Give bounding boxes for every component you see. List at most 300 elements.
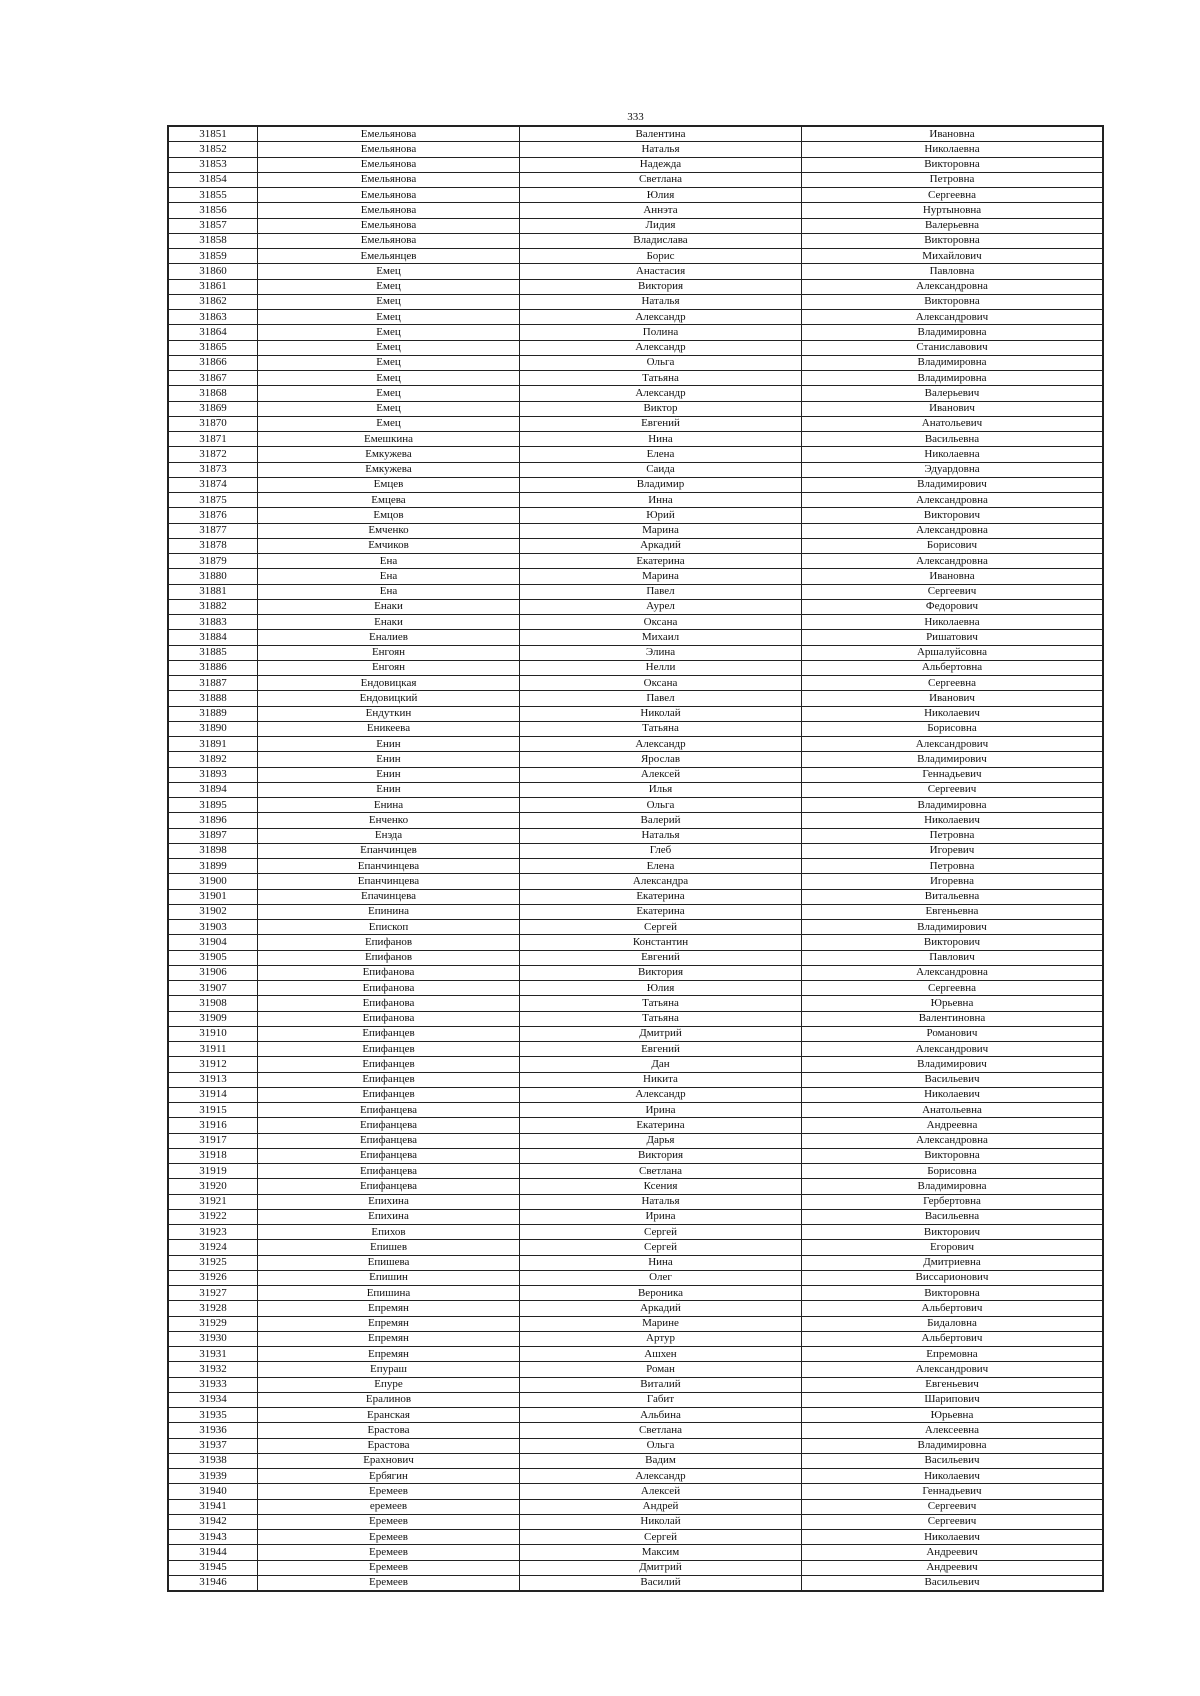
table-row <box>169 538 1103 553</box>
table-row <box>169 798 1103 813</box>
table-row <box>169 1072 1103 1087</box>
table-row <box>169 1148 1103 1163</box>
table-row <box>169 1331 1103 1346</box>
last-name-cell: Емельянова <box>258 218 520 233</box>
last-name-cell: Емельянова <box>258 233 520 248</box>
patronymic-cell: Андреевич <box>802 1560 1103 1575</box>
first-name-cell: Екатерина <box>520 889 802 904</box>
first-name-cell: Андрей <box>520 1499 802 1514</box>
row-number-cell: 31931 <box>169 1347 258 1362</box>
patronymic-cell: Владимировна <box>802 798 1103 813</box>
last-name-cell: Ералинов <box>258 1392 520 1407</box>
table-row <box>169 676 1103 691</box>
row-number-cell: 31928 <box>169 1301 258 1316</box>
table-row <box>169 477 1103 492</box>
first-name-cell: Александр <box>520 340 802 355</box>
table-row <box>169 279 1103 294</box>
last-name-cell: Епифанцева <box>258 1118 520 1133</box>
first-name-cell: Марина <box>520 569 802 584</box>
first-name-cell: Татьяна <box>520 371 802 386</box>
last-name-cell: Емец <box>258 371 520 386</box>
row-number-cell: 31866 <box>169 355 258 370</box>
row-number-cell: 31877 <box>169 523 258 538</box>
first-name-cell: Артур <box>520 1331 802 1346</box>
patronymic-cell: Александрович <box>802 310 1103 325</box>
first-name-cell: Константин <box>520 935 802 950</box>
patronymic-cell: Александрович <box>802 737 1103 752</box>
table-row <box>169 157 1103 172</box>
first-name-cell: Алексей <box>520 767 802 782</box>
first-name-cell: Евгений <box>520 416 802 431</box>
table-row <box>169 1255 1103 1270</box>
row-number-cell: 31856 <box>169 203 258 218</box>
table-row <box>169 203 1103 218</box>
patronymic-cell: Геннадьевич <box>802 1484 1103 1499</box>
table-row <box>169 813 1103 828</box>
first-name-cell: Татьяна <box>520 721 802 736</box>
first-name-cell: Никита <box>520 1072 802 1087</box>
row-number-cell: 31908 <box>169 996 258 1011</box>
first-name-cell: Ярослав <box>520 752 802 767</box>
patronymic-cell: Иванович <box>802 691 1103 706</box>
last-name-cell: Епачинцева <box>258 889 520 904</box>
first-name-cell: Ашхен <box>520 1347 802 1362</box>
row-number-cell: 31925 <box>169 1255 258 1270</box>
patronymic-cell: Ивановна <box>802 127 1103 142</box>
table-row <box>169 172 1103 187</box>
row-number-cell: 31896 <box>169 813 258 828</box>
table-row <box>169 1209 1103 1224</box>
last-name-cell: Епифанцева <box>258 1148 520 1163</box>
row-number-cell: 31855 <box>169 188 258 203</box>
table-row <box>169 218 1103 233</box>
table-row <box>169 752 1103 767</box>
row-number-cell: 31873 <box>169 462 258 477</box>
table-row <box>169 233 1103 248</box>
last-name-cell: Епремян <box>258 1331 520 1346</box>
table-row <box>169 569 1103 584</box>
last-name-cell: Емельянцев <box>258 249 520 264</box>
patronymic-cell: Алексеевна <box>802 1423 1103 1438</box>
row-number-cell: 31882 <box>169 599 258 614</box>
last-name-cell: Епремян <box>258 1347 520 1362</box>
row-number-cell: 31903 <box>169 920 258 935</box>
row-number-cell: 31898 <box>169 843 258 858</box>
first-name-cell: Сергей <box>520 1225 802 1240</box>
row-number-cell: 31867 <box>169 371 258 386</box>
table-row <box>169 965 1103 980</box>
row-number-cell: 31880 <box>169 569 258 584</box>
first-name-cell: Сергей <box>520 1530 802 1545</box>
patronymic-cell: Борисовна <box>802 1164 1103 1179</box>
patronymic-cell: Викторович <box>802 508 1103 523</box>
last-name-cell: Енгоян <box>258 660 520 675</box>
patronymic-cell: Николаевна <box>802 142 1103 157</box>
last-name-cell: Епишев <box>258 1240 520 1255</box>
row-number-cell: 31890 <box>169 721 258 736</box>
table-row <box>169 1194 1103 1209</box>
first-name-cell: Наталья <box>520 828 802 843</box>
first-name-cell: Юрий <box>520 508 802 523</box>
last-name-cell: Еремеев <box>258 1514 520 1529</box>
patronymic-cell: Николаевна <box>802 447 1103 462</box>
patronymic-cell: Нуртыновна <box>802 203 1103 218</box>
patronymic-cell: Васильевич <box>802 1453 1103 1468</box>
first-name-cell: Наталья <box>520 294 802 309</box>
table-row <box>169 1301 1103 1316</box>
first-name-cell: Александра <box>520 874 802 889</box>
last-name-cell: Емец <box>258 416 520 431</box>
table-row <box>169 325 1103 340</box>
last-name-cell: Ена <box>258 569 520 584</box>
last-name-cell: Енин <box>258 752 520 767</box>
last-name-cell: Емельянова <box>258 188 520 203</box>
patronymic-cell: Викторовна <box>802 157 1103 172</box>
row-number-cell: 31902 <box>169 904 258 919</box>
row-number-cell: 31875 <box>169 493 258 508</box>
table-row <box>169 691 1103 706</box>
patronymic-cell: Сергеевна <box>802 981 1103 996</box>
table-row <box>169 630 1103 645</box>
patronymic-cell: Анатольевич <box>802 416 1103 431</box>
table-row <box>169 1026 1103 1041</box>
table-row <box>169 981 1103 996</box>
table-row <box>169 401 1103 416</box>
first-name-cell: Нелли <box>520 660 802 675</box>
table-row <box>169 1103 1103 1118</box>
table-row <box>169 1347 1103 1362</box>
row-number-cell: 31913 <box>169 1072 258 1087</box>
last-name-cell: Епифанцева <box>258 1164 520 1179</box>
last-name-cell: Емкужева <box>258 447 520 462</box>
last-name-cell: Енаки <box>258 615 520 630</box>
last-name-cell: Епихов <box>258 1225 520 1240</box>
table-row <box>169 1362 1103 1377</box>
first-name-cell: Елена <box>520 859 802 874</box>
table-row <box>169 645 1103 660</box>
row-number-cell: 31883 <box>169 615 258 630</box>
row-number-cell: 31944 <box>169 1545 258 1560</box>
last-name-cell: Епишина <box>258 1286 520 1301</box>
first-name-cell: Саида <box>520 462 802 477</box>
table-row <box>169 493 1103 508</box>
first-name-cell: Ирина <box>520 1209 802 1224</box>
last-name-cell: Еникеева <box>258 721 520 736</box>
patronymic-cell: Николаевна <box>802 615 1103 630</box>
patronymic-cell: Сергеевич <box>802 782 1103 797</box>
row-number-cell: 31868 <box>169 386 258 401</box>
row-number-cell: 31904 <box>169 935 258 950</box>
last-name-cell: Ерахнович <box>258 1453 520 1468</box>
row-number-cell: 31936 <box>169 1423 258 1438</box>
first-name-cell: Наталья <box>520 142 802 157</box>
first-name-cell: Оксана <box>520 615 802 630</box>
table-row <box>169 767 1103 782</box>
row-number-cell: 31927 <box>169 1286 258 1301</box>
first-name-cell: Дан <box>520 1057 802 1072</box>
last-name-cell: Емец <box>258 325 520 340</box>
first-name-cell: Владимир <box>520 477 802 492</box>
row-number-cell: 31862 <box>169 294 258 309</box>
row-number-cell: 31889 <box>169 706 258 721</box>
first-name-cell: Анастасия <box>520 264 802 279</box>
row-number-cell: 31910 <box>169 1026 258 1041</box>
first-name-cell: Вадим <box>520 1453 802 1468</box>
table-row <box>169 889 1103 904</box>
row-number-cell: 31934 <box>169 1392 258 1407</box>
table-row <box>169 1011 1103 1026</box>
row-number-cell: 31869 <box>169 401 258 416</box>
table-row <box>169 1469 1103 1484</box>
table-row <box>169 1225 1103 1240</box>
last-name-cell: Емец <box>258 386 520 401</box>
table-row <box>169 523 1103 538</box>
last-name-cell: Емельянова <box>258 157 520 172</box>
first-name-cell: Максим <box>520 1545 802 1560</box>
row-number-cell: 31914 <box>169 1087 258 1102</box>
first-name-cell: Оксана <box>520 676 802 691</box>
patronymic-cell: Александровна <box>802 493 1103 508</box>
row-number-cell: 31911 <box>169 1042 258 1057</box>
row-number-cell: 31851 <box>169 127 258 142</box>
patronymic-cell: Бидаловна <box>802 1316 1103 1331</box>
row-number-cell: 31921 <box>169 1194 258 1209</box>
row-number-cell: 31874 <box>169 477 258 492</box>
first-name-cell: Борис <box>520 249 802 264</box>
first-name-cell: Александр <box>520 310 802 325</box>
last-name-cell: Епуре <box>258 1377 520 1392</box>
patronymic-cell: Васильевна <box>802 432 1103 447</box>
last-name-cell: Ерастова <box>258 1423 520 1438</box>
patronymic-cell: Викторовна <box>802 1148 1103 1163</box>
table-row <box>169 920 1103 935</box>
table-row <box>169 737 1103 752</box>
last-name-cell: Епифанцев <box>258 1057 520 1072</box>
last-name-cell: Епанчинцева <box>258 874 520 889</box>
last-name-cell: Емец <box>258 264 520 279</box>
last-name-cell: Епифанцев <box>258 1072 520 1087</box>
last-name-cell: Ендовицкий <box>258 691 520 706</box>
patronymic-cell: Александровна <box>802 1133 1103 1148</box>
table-row <box>169 1270 1103 1285</box>
first-name-cell: Василий <box>520 1575 802 1590</box>
first-name-cell: Юлия <box>520 981 802 996</box>
table-row <box>169 1133 1103 1148</box>
first-name-cell: Александр <box>520 737 802 752</box>
table-row <box>169 371 1103 386</box>
table-row <box>169 950 1103 965</box>
first-name-cell: Владислава <box>520 233 802 248</box>
first-name-cell: Виктория <box>520 1148 802 1163</box>
row-number-cell: 31892 <box>169 752 258 767</box>
patronymic-cell: Андреевна <box>802 1118 1103 1133</box>
table-row <box>169 721 1103 736</box>
patronymic-cell: Владимировна <box>802 371 1103 386</box>
last-name-cell: Емельянова <box>258 142 520 157</box>
patronymic-cell: Сергеевна <box>802 188 1103 203</box>
table-row <box>169 1316 1103 1331</box>
table-row <box>169 874 1103 889</box>
table-row <box>169 294 1103 309</box>
last-name-cell: Епремян <box>258 1316 520 1331</box>
row-number-cell: 31909 <box>169 1011 258 1026</box>
table-row <box>169 264 1103 279</box>
first-name-cell: Сергей <box>520 920 802 935</box>
row-number-cell: 31917 <box>169 1133 258 1148</box>
row-number-cell: 31923 <box>169 1225 258 1240</box>
table-row <box>169 188 1103 203</box>
table-row <box>169 142 1103 157</box>
table-row <box>169 340 1103 355</box>
row-number-cell: 31886 <box>169 660 258 675</box>
table-row <box>169 1286 1103 1301</box>
first-name-cell: Павел <box>520 691 802 706</box>
row-number-cell: 31915 <box>169 1103 258 1118</box>
table-row <box>169 1118 1103 1133</box>
first-name-cell: Валерий <box>520 813 802 828</box>
table-row <box>169 1499 1103 1514</box>
patronymic-cell: Александровна <box>802 554 1103 569</box>
row-number-cell: 31900 <box>169 874 258 889</box>
last-name-cell: Емкужева <box>258 462 520 477</box>
patronymic-cell: Васильевна <box>802 1209 1103 1224</box>
last-name-cell: Емельянова <box>258 127 520 142</box>
row-number-cell: 31888 <box>169 691 258 706</box>
first-name-cell: Николай <box>520 706 802 721</box>
row-number-cell: 31937 <box>169 1438 258 1453</box>
first-name-cell: Нина <box>520 1255 802 1270</box>
first-name-cell: Александр <box>520 1087 802 1102</box>
first-name-cell: Татьяна <box>520 996 802 1011</box>
last-name-cell: Ерастова <box>258 1438 520 1453</box>
patronymic-cell: Альбертовна <box>802 660 1103 675</box>
last-name-cell: Епифанов <box>258 935 520 950</box>
first-name-cell: Альбина <box>520 1408 802 1423</box>
last-name-cell: Енин <box>258 737 520 752</box>
last-name-cell: Емец <box>258 340 520 355</box>
first-name-cell: Татьяна <box>520 1011 802 1026</box>
row-number-cell: 31859 <box>169 249 258 264</box>
last-name-cell: Енэда <box>258 828 520 843</box>
patronymic-cell: Валерьевич <box>802 386 1103 401</box>
registry-table <box>168 126 1103 1591</box>
last-name-cell: Енин <box>258 767 520 782</box>
table-row <box>169 1530 1103 1545</box>
table-row <box>169 432 1103 447</box>
last-name-cell: Енина <box>258 798 520 813</box>
first-name-cell: Полина <box>520 325 802 340</box>
patronymic-cell: Геннадьевич <box>802 767 1103 782</box>
row-number-cell: 31938 <box>169 1453 258 1468</box>
last-name-cell: Епихина <box>258 1209 520 1224</box>
last-name-cell: Емец <box>258 279 520 294</box>
row-number-cell: 31871 <box>169 432 258 447</box>
first-name-cell: Дмитрий <box>520 1560 802 1575</box>
last-name-cell: Епанчинцева <box>258 859 520 874</box>
last-name-cell: Епишева <box>258 1255 520 1270</box>
first-name-cell: Вероника <box>520 1286 802 1301</box>
row-number-cell: 31872 <box>169 447 258 462</box>
table-row <box>169 416 1103 431</box>
patronymic-cell: Борисович <box>802 538 1103 553</box>
last-name-cell: Еремеев <box>258 1575 520 1590</box>
row-number-cell: 31858 <box>169 233 258 248</box>
patronymic-cell: Павловна <box>802 264 1103 279</box>
patronymic-cell: Юрьевна <box>802 1408 1103 1423</box>
patronymic-cell: Николаевич <box>802 1469 1103 1484</box>
row-number-cell: 31861 <box>169 279 258 294</box>
first-name-cell: Евгений <box>520 1042 802 1057</box>
row-number-cell: 31876 <box>169 508 258 523</box>
row-number-cell: 31870 <box>169 416 258 431</box>
patronymic-cell: Викторовна <box>802 1286 1103 1301</box>
first-name-cell: Ольга <box>520 798 802 813</box>
table-row <box>169 584 1103 599</box>
first-name-cell: Александр <box>520 386 802 401</box>
patronymic-cell: Альбертович <box>802 1301 1103 1316</box>
last-name-cell: Епископ <box>258 920 520 935</box>
first-name-cell: Екатерина <box>520 904 802 919</box>
last-name-cell: Ербягин <box>258 1469 520 1484</box>
first-name-cell: Аннэта <box>520 203 802 218</box>
last-name-cell: Епураш <box>258 1362 520 1377</box>
patronymic-cell: Васильевич <box>802 1575 1103 1590</box>
row-number-cell: 31918 <box>169 1148 258 1163</box>
row-number-cell: 31894 <box>169 782 258 797</box>
row-number-cell: 31897 <box>169 828 258 843</box>
table-row <box>169 508 1103 523</box>
patronymic-cell: Валерьевна <box>802 218 1103 233</box>
first-name-cell: Юлия <box>520 188 802 203</box>
table-row <box>169 310 1103 325</box>
row-number-cell: 31939 <box>169 1469 258 1484</box>
table-row <box>169 615 1103 630</box>
row-number-cell: 31906 <box>169 965 258 980</box>
last-name-cell: Енин <box>258 782 520 797</box>
row-number-cell: 31924 <box>169 1240 258 1255</box>
row-number-cell: 31893 <box>169 767 258 782</box>
patronymic-cell: Романович <box>802 1026 1103 1041</box>
first-name-cell: Элина <box>520 645 802 660</box>
last-name-cell: Еремеев <box>258 1530 520 1545</box>
first-name-cell: Виктория <box>520 965 802 980</box>
patronymic-cell: Ивановна <box>802 569 1103 584</box>
last-name-cell: Емец <box>258 310 520 325</box>
patronymic-cell: Владимировна <box>802 355 1103 370</box>
table-row <box>169 904 1103 919</box>
first-name-cell: Глеб <box>520 843 802 858</box>
patronymic-cell: Андреевич <box>802 1545 1103 1560</box>
first-name-cell: Надежда <box>520 157 802 172</box>
patronymic-cell: Владимирович <box>802 1057 1103 1072</box>
row-number-cell: 31881 <box>169 584 258 599</box>
last-name-cell: Епифанцева <box>258 1133 520 1148</box>
first-name-cell: Марине <box>520 1316 802 1331</box>
patronymic-cell: Сергеевна <box>802 676 1103 691</box>
row-number-cell: 31940 <box>169 1484 258 1499</box>
patronymic-cell: Николаевич <box>802 813 1103 828</box>
patronymic-cell: Викторовна <box>802 233 1103 248</box>
row-number-cell: 31895 <box>169 798 258 813</box>
table-row <box>169 1484 1103 1499</box>
patronymic-cell: Владимирович <box>802 477 1103 492</box>
table-row <box>169 1560 1103 1575</box>
table-row <box>169 843 1103 858</box>
first-name-cell: Сергей <box>520 1240 802 1255</box>
patronymic-cell: Эдуардовна <box>802 462 1103 477</box>
first-name-cell: Михаил <box>520 630 802 645</box>
patronymic-cell: Егорович <box>802 1240 1103 1255</box>
